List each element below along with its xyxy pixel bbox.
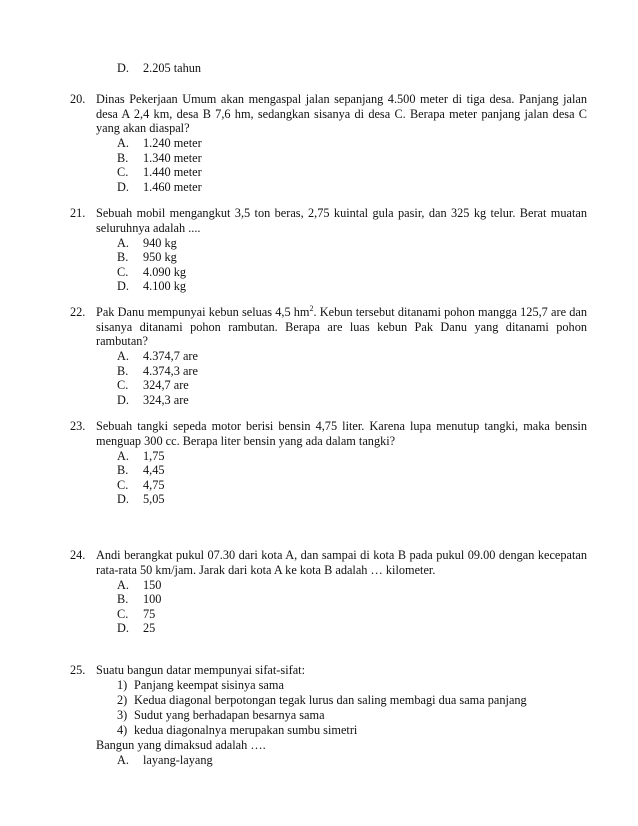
option-d: D. 4.100 kg — [117, 279, 187, 293]
option-b: B. 1.340 meter — [117, 150, 202, 165]
option-d: D. 25 — [117, 621, 156, 635]
question-number: 25. — [70, 663, 86, 677]
property-item: 2) Kedua diagonal berpotongan tegak lurus dan saling membagi dua sama panjang — [117, 693, 527, 707]
option-a: A. layang-layang — [117, 752, 213, 767]
option-d: D. 5,05 — [117, 492, 165, 506]
question-number: 22. — [70, 305, 86, 319]
question-text: Andi berangkat pukul 07.30 dari kota A, dan sampai di kota B pada pukul 09.00 dengan kecepatan rata-rata 50 km/jam. Jarak dari kota A ke kota B adalah … kilometer. — [96, 548, 587, 577]
property-item: 1) Panjang keempat sisinya sama — [117, 678, 284, 692]
property-item: 3) Sudut yang berhadapan besarnya sama — [117, 708, 325, 722]
question-text: Suatu bangun datar mempunyai sifat-sifat: — [96, 663, 305, 677]
option-c: C. 75 — [117, 606, 156, 621]
option-b: B. 4,45 — [117, 463, 165, 477]
question-prompt: Bangun yang dimaksud adalah …. — [96, 738, 266, 752]
option-a: A. 1.240 meter — [117, 136, 202, 150]
option-b: B. 100 — [117, 592, 162, 606]
option-c: C. 324,7 are — [117, 378, 189, 392]
option-d: D. 324,3 are — [117, 392, 189, 407]
prev-option-d: D. 2.205 tahun — [117, 61, 202, 75]
option-a: A. 4.374,7 are — [117, 349, 198, 363]
option-b: B. 950 kg — [117, 250, 177, 264]
question-number: 20. — [70, 92, 86, 106]
property-item: 4) kedua diagonalnya merupakan sumbu simetri — [117, 723, 358, 737]
question-number: 24. — [70, 548, 86, 562]
option-a: A. 150 — [117, 577, 162, 592]
option-c: C. 4,75 — [117, 477, 165, 492]
option-b: B. 4.374,3 are — [117, 363, 198, 378]
question-number: 21. — [70, 206, 86, 220]
option-c: C. 1.440 meter — [117, 165, 202, 179]
option-a: A. 940 kg — [117, 235, 177, 250]
question-text: Dinas Pekerjaan Umum akan mengaspal jalan sepanjang 4.500 meter di tiga desa. Panjang jalan desa A 2,4 km, desa B 7,6 hm, sedangkan sisanya di desa C. Berapa meter panjang jalan desa C yang akan diaspal? — [96, 92, 587, 136]
option-a: A. 1,75 — [117, 448, 165, 463]
question-text: Sebuah tangki sepeda motor berisi bensin 4,75 liter. Karena lupa menutup tangki, maka bensin menguap 300 cc. Berapa liter bensin yang ada dalam tangki? — [96, 419, 587, 448]
question-text: Pak Danu mempunyai kebun seluas 4,5 $hm^2$. Kebun tersebut ditanami pohon mangga 125,7 are dan sisanya ditanami pohon rambutan. Berapa are luas kebun Pak Danu yang ditanami pohon rambutan? — [96, 303, 587, 349]
question-text: Sebuah mobil mengangkut 3,5 ton beras, 2,75 kuintal gula pasir, dan 325 kg telur. Berat muatan seluruhnya adalah .... — [96, 206, 587, 235]
question-number: 23. — [70, 419, 86, 433]
option-d: D. 1.460 meter — [117, 179, 202, 194]
option-c: C. 4.090 kg — [117, 264, 187, 279]
